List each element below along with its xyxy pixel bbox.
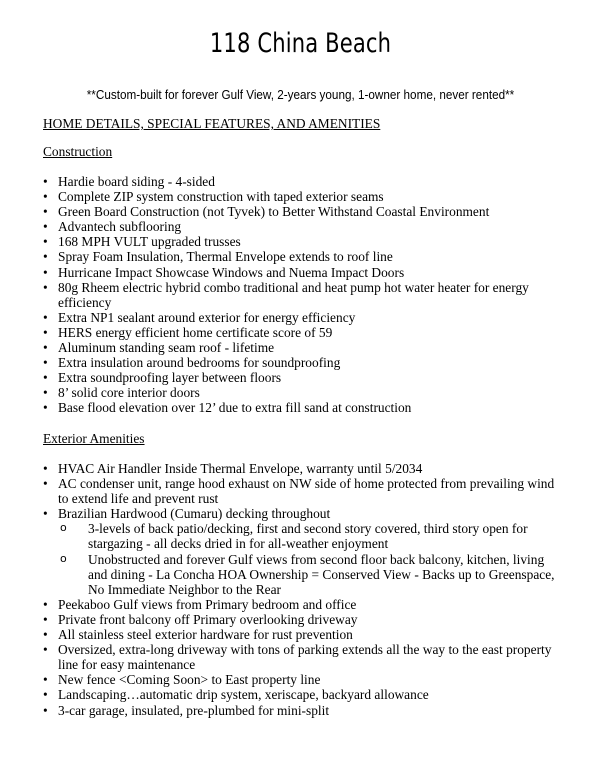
exterior-list — [43, 461, 563, 718]
sub-list-item: o 3-levels of back patio/decking, first and second story covered, third story open for stargazing - all decks dried in for all-weather enjoyment — [58, 521, 563, 551]
list-item: • Extra soundproofing layer between floors — [43, 370, 563, 385]
list-item-text: Brazilian Hardwood (Cumaru) decking throughout — [58, 506, 331, 522]
list-item: • 80g Rheem electric hybrid combo traditional and heat pump hot water heater for energy efficiency — [43, 280, 563, 310]
decking-sublist — [58, 521, 563, 596]
list-item: • 3-car garage, insulated, pre-plumbed for mini-split — [43, 703, 563, 718]
list-item: • Complete ZIP system construction with taped exterior seams — [43, 189, 563, 204]
list-item: • Private front balcony off Primary overlooking driveway — [43, 612, 563, 627]
list-item: • Peekaboo Gulf views from Primary bedroom and office — [43, 597, 563, 612]
list-item: • Aluminum standing seam roof - lifetime — [43, 340, 563, 355]
list-item: • Hardie board siding - 4-sided — [43, 174, 563, 189]
list-item: • HERS energy efficient home certificate score of 59 — [43, 325, 563, 340]
main-heading: HOME DETAILS, SPECIAL FEATURES, AND AMENITIES — [43, 116, 381, 131]
list-item: • Extra insulation around bedrooms for soundproofing — [43, 355, 563, 370]
list-item: • New fence <Coming Soon> to East property line — [43, 672, 563, 687]
construction-heading: Construction — [43, 144, 113, 159]
list-item: • Advantech subflooring — [43, 219, 563, 234]
list-item — [43, 506, 563, 597]
list-item: • Extra NP1 sealant around exterior for energy efficiency — [43, 310, 563, 325]
list-item: • AC condenser unit, range hood exhaust on NW side of home protected from prevailing wind to extend life and prevent rust — [43, 476, 563, 506]
list-item: • 8’ solid core interior doors — [43, 385, 563, 400]
list-item: • Spray Foam Insulation, Thermal Envelope extends to roof line — [43, 249, 563, 264]
list-item: • Hurricane Impact Showcase Windows and Nuema Impact Doors — [43, 265, 563, 280]
tagline: **Custom-built for forever Gulf View, 2-years young, 1-owner home, never rented** — [86, 88, 515, 102]
list-item: • 168 MPH VULT upgraded trusses — [43, 234, 563, 249]
list-item: • Oversized, extra-long driveway with tons of parking extends all the way to the east property line for easy maintenance — [43, 642, 563, 672]
sub-list-item: o Unobstructed and forever Gulf views from second floor back balcony, kitchen, living and dining - La Concha HOA Ownership = Conserved View - Backs up to Greenspace, No Immediate Neighbor to the Rear — [58, 552, 563, 597]
list-item: • All stainless steel exterior hardware for rust prevention — [43, 627, 563, 642]
list-item: • Landscaping…automatic drip system, xeriscape, backyard allowance — [43, 687, 563, 702]
construction-list — [43, 174, 563, 416]
list-item: • Green Board Construction (not Tyvek) to Better Withstand Coastal Environment — [43, 204, 563, 219]
list-item: • Base flood elevation over 12’ due to extra fill sand at construction — [43, 400, 563, 415]
exterior-heading: Exterior Amenities — [43, 431, 145, 446]
document-title: 118 China Beach — [209, 28, 392, 59]
list-item: • HVAC Air Handler Inside Thermal Envelope, warranty until 5/2034 — [43, 461, 563, 476]
